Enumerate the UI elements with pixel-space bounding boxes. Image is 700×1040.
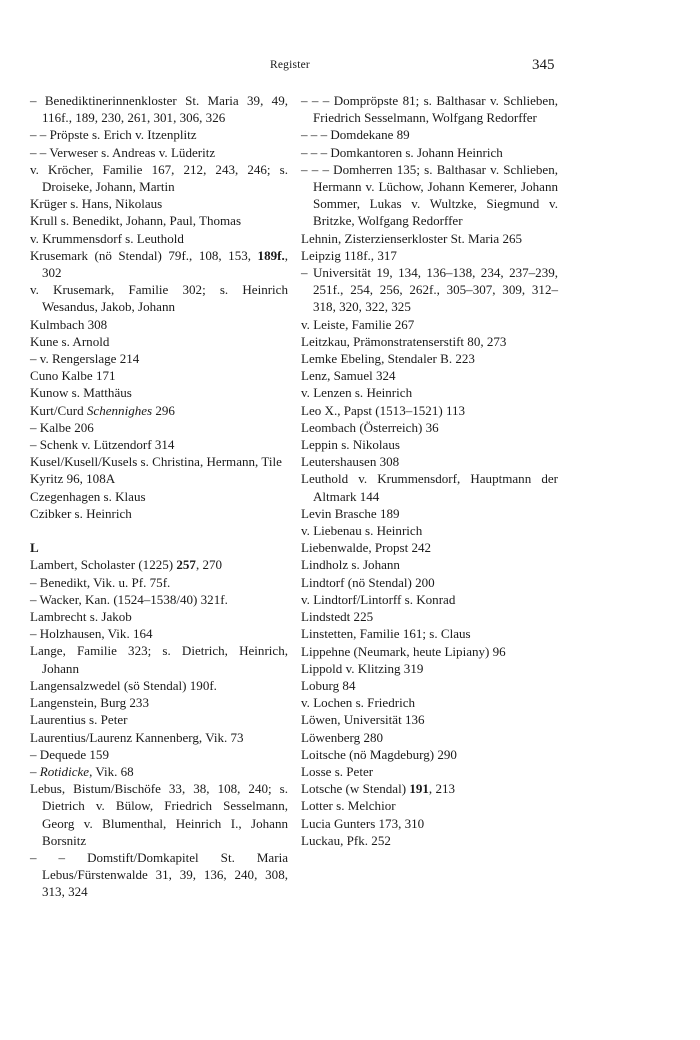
index-entry: [301, 677, 558, 694]
entry-text: Langenstein, Burg 233: [30, 695, 149, 711]
entry-text: Kulmbach 308: [30, 316, 108, 332]
entry-text: Czegenhagen s. Klaus: [30, 488, 146, 504]
entry-text: – – – Domdekane 89: [301, 127, 410, 143]
index-entry: [301, 815, 558, 832]
page-number: 345: [532, 57, 555, 73]
index-entry: [301, 230, 558, 247]
index-entry: [301, 763, 558, 780]
entry-text: Kyritz 96, 108A: [30, 471, 116, 487]
entry-text: Krusemark (nö Stendal) 79f., 108, 153,: [30, 247, 258, 263]
entry-text: Luckau, Pfk. 252: [301, 832, 391, 848]
index-entry: [30, 126, 288, 143]
entry-text: , 270: [195, 557, 223, 573]
index-entry: [30, 729, 288, 746]
entry-text: Liebenwalde, Propst 242: [301, 540, 432, 556]
index-entry: [30, 402, 288, 419]
index-entry: [301, 470, 558, 504]
entry-text: –: [30, 763, 40, 779]
entry-text: Leombach (Österreich) 36: [301, 419, 439, 435]
index-entry: [30, 419, 288, 436]
index-entry: [30, 333, 288, 350]
italic-name: Rotidicke: [39, 763, 90, 779]
bold-page-ref: 189f.: [257, 247, 285, 263]
entry-text: Czibker s. Heinrich: [30, 505, 132, 521]
index-entry: [30, 384, 288, 401]
index-entry: [301, 436, 558, 453]
entry-text: Lemke Ebeling, Stendaler B. 223: [301, 351, 475, 367]
index-entry: [301, 402, 558, 419]
entry-text: Lenz, Samuel 324: [301, 368, 396, 384]
index-entry: [30, 608, 288, 625]
index-entry: [301, 746, 558, 763]
entry-text: Laurentius s. Peter: [30, 712, 128, 728]
page-header-title: Register: [270, 59, 310, 71]
index-entry: [30, 212, 288, 229]
entry-text: – – Verweser s. Andreas v. Lüderitz: [30, 144, 216, 160]
entry-text: – – Domstift/Domkapitel St. Maria Lebus/Fürstenwalde 31, 39, 136, 240, 308, 313, 324: [30, 849, 288, 900]
entry-text: Leipzig 118f., 317: [301, 247, 397, 263]
index-entry: [301, 643, 558, 660]
entry-text: Langensalzwedel (sö Stendal) 190f.: [30, 677, 217, 693]
entry-text: Leitzkau, Prämonstratenserstift 80, 273: [301, 333, 507, 349]
entry-text: – Holzhausen, Vik. 164: [30, 626, 153, 642]
entry-text: Krüger s. Hans, Nikolaus: [30, 196, 163, 212]
section-letter-heading: [30, 539, 288, 556]
entry-text: v. Liebenau s. Heinrich: [301, 523, 423, 539]
index-entry: [30, 711, 288, 728]
entry-text: Lambrecht s. Jakob: [30, 609, 132, 625]
index-entry: [301, 729, 558, 746]
index-entry: [30, 195, 288, 212]
entry-text: – – – Domherren 135; s. Balthasar v. Schlieben, Hermann v. Lüchow, Johann Kemerer, Johann Sommer, Lukas v. Wultzke, Siegmund v. Britzke, Wolfgang Redorffer: [301, 161, 558, 229]
entry-text: v. Leiste, Familie 267: [301, 316, 415, 332]
index-entry: [301, 264, 558, 316]
index-entry: [30, 505, 288, 522]
index-entry: [30, 350, 288, 367]
index-entry: [30, 470, 288, 487]
index-entry: [30, 144, 288, 161]
index-entry: [30, 694, 288, 711]
index-entry: [301, 505, 558, 522]
entry-text: 296: [152, 402, 175, 418]
index-entry: [301, 694, 558, 711]
entry-text: v. Lindtorf/Lintorff s. Konrad: [301, 591, 456, 607]
index-entry: [301, 832, 558, 849]
index-entry: [301, 556, 558, 573]
entry-text: Levin Brasche 189: [301, 505, 400, 521]
entry-text: Loitsche (nö Magdeburg) 290: [301, 746, 457, 762]
index-entry: [301, 367, 558, 384]
right-column-index: [301, 92, 558, 849]
index-entry: [30, 574, 288, 591]
entry-text: Lotter s. Melchior: [301, 798, 396, 814]
index-entry: [30, 591, 288, 608]
entry-text: v. Lenzen s. Heinrich: [301, 385, 413, 401]
index-entry: [301, 591, 558, 608]
entry-text: Lehnin, Zisterzienserkloster St. Maria 265: [301, 230, 523, 246]
index-entry: [301, 625, 558, 642]
entry-text: Leutershausen 308: [301, 454, 400, 470]
entry-text: – v. Rengerslage 214: [30, 351, 140, 367]
index-entry: [301, 539, 558, 556]
entry-text: Linstetten, Familie 161; s. Claus: [301, 626, 471, 642]
running-head: [0, 57, 700, 77]
index-entry: [30, 625, 288, 642]
index-entry: [30, 746, 288, 763]
entry-text: Lindholz s. Johann: [301, 557, 400, 573]
index-entry: [301, 660, 558, 677]
entry-text: v. Krummensdorf s. Leuthold: [30, 230, 184, 246]
index-entry: [301, 797, 558, 814]
entry-text: Lebus, Bistum/Bischöfe 33, 38, 108, 240; s. Dietrich v. Bülow, Friedrich Sesselmann, Georg v. Blumenthal, Heinrich I., Johann Borsnitz: [30, 781, 288, 848]
index-entry: [30, 316, 288, 333]
entry-text: – Dequede 159: [30, 746, 109, 762]
entry-text: Kurt/Curd: [30, 402, 87, 418]
index-entry: [301, 144, 558, 161]
entry-text: Lange, Familie 323; s. Dietrich, Heinrich, Johann: [30, 643, 288, 676]
entry-text: , 302: [42, 247, 288, 281]
entry-text: Kusel/Kusell/Kusels s. Christina, Hermann, Tile: [30, 454, 282, 470]
entry-text: Lambert, Scholaster (1225): [30, 557, 177, 573]
index-entry: [30, 92, 288, 126]
entry-text: – Wacker, Kan. (1524–1538/40) 321f.: [30, 591, 228, 607]
italic-name: Schennighes: [86, 402, 153, 418]
index-entry: [301, 161, 558, 230]
index-entry: [30, 367, 288, 384]
entry-text: Losse s. Peter: [301, 763, 374, 779]
entry-text: – Benedikt, Vik. u. Pf. 75f.: [30, 574, 171, 590]
index-entry: [30, 780, 288, 849]
index-entry: [301, 247, 558, 264]
entry-text: v. Lochen s. Friedrich: [301, 695, 416, 711]
entry-text: – – Pröpste s. Erich v. Itzenplitz: [30, 127, 197, 143]
index-entry: [30, 230, 288, 247]
entry-text: Kune s. Arnold: [30, 333, 110, 349]
entry-text: – – – Domkantoren s. Johann Heinrich: [301, 144, 503, 160]
entry-text: Laurentius/Laurenz Kannenberg, Vik. 73: [30, 729, 244, 745]
entry-text: Cuno Kalbe 171: [30, 368, 116, 384]
index-entry: [301, 711, 558, 728]
entry-text: Lippold v. Klitzing 319: [301, 660, 424, 676]
index-entry: [30, 763, 288, 780]
index-entry: [30, 281, 288, 315]
entry-text: Lindstedt 225: [301, 609, 374, 625]
index-entry: [301, 574, 558, 591]
index-entry: [301, 522, 558, 539]
entry-text: L: [30, 540, 39, 556]
entry-text: Löwenberg 280: [301, 729, 384, 745]
entry-text: Löwen, Universität 136: [301, 712, 425, 728]
index-entry: [30, 677, 288, 694]
entry-text: Lindtorf (nö Stendal) 200: [301, 574, 435, 590]
index-entry: [301, 384, 558, 401]
entry-text: Lucia Gunters 173, 310: [301, 815, 425, 831]
bold-page-ref: 257: [176, 557, 196, 573]
entry-text: Leo X., Papst (1513–1521) 113: [301, 402, 466, 418]
index-entry: [30, 488, 288, 505]
entry-text: – Benediktinerinnenkloster St. Maria 39, 49, 116f., 189, 230, 261, 301, 306, 326: [30, 93, 288, 126]
entry-text: Kunow s. Matthäus: [30, 385, 132, 401]
index-entry: [301, 126, 558, 143]
index-entry: [30, 642, 288, 676]
index-entry: [301, 608, 558, 625]
index-entry: [301, 316, 558, 333]
index-entry: [301, 453, 558, 470]
entry-text: Lotsche (w Stendal): [301, 781, 410, 797]
entry-text: Lippehne (Neumark, heute Lipiany) 96: [301, 643, 506, 659]
entry-text: v. Krusemark, Familie 302; s. Heinrich Wesandus, Jakob, Johann: [30, 282, 288, 315]
index-entry: [30, 453, 288, 470]
entry-text: , Vik. 68: [89, 763, 134, 779]
entry-text: Leppin s. Nikolaus: [301, 437, 400, 453]
index-entry: [301, 333, 558, 350]
index-entry: [30, 161, 288, 195]
entry-text: Loburg 84: [301, 677, 356, 693]
index-entry: [30, 849, 288, 901]
index-entry: [30, 556, 288, 573]
bold-page-ref: 191: [409, 781, 429, 797]
index-entry: [30, 247, 288, 281]
entry-text: – Universität 19, 134, 136–138, 234, 237–239, 251f., 254, 256, 262f., 305–307, 309, 312–318, 320, 322, 325: [301, 265, 558, 315]
index-entry: [30, 436, 288, 453]
left-column-index: [30, 92, 288, 901]
entry-text: – – – Dompröpste 81; s. Balthasar v. Schlieben, Friedrich Sesselmann, Wolfgang Redorffer: [301, 93, 558, 126]
entry-text: v. Kröcher, Familie 167, 212, 243, 246; s. Droiseke, Johann, Martin: [30, 161, 288, 195]
entry-text: Leuthold v. Krummensdorf, Hauptmann der Altmark 144: [301, 471, 558, 504]
index-entry: [301, 350, 558, 367]
index-entry: [301, 92, 558, 126]
entry-text: , 213: [428, 781, 456, 797]
entry-text: – Kalbe 206: [30, 419, 94, 435]
entry-text: – Schenk v. Lützendorf 314: [30, 437, 175, 453]
index-entry: [301, 419, 558, 436]
entry-text: Krull s. Benedikt, Johann, Paul, Thomas: [30, 213, 242, 229]
index-entry: [301, 780, 558, 797]
